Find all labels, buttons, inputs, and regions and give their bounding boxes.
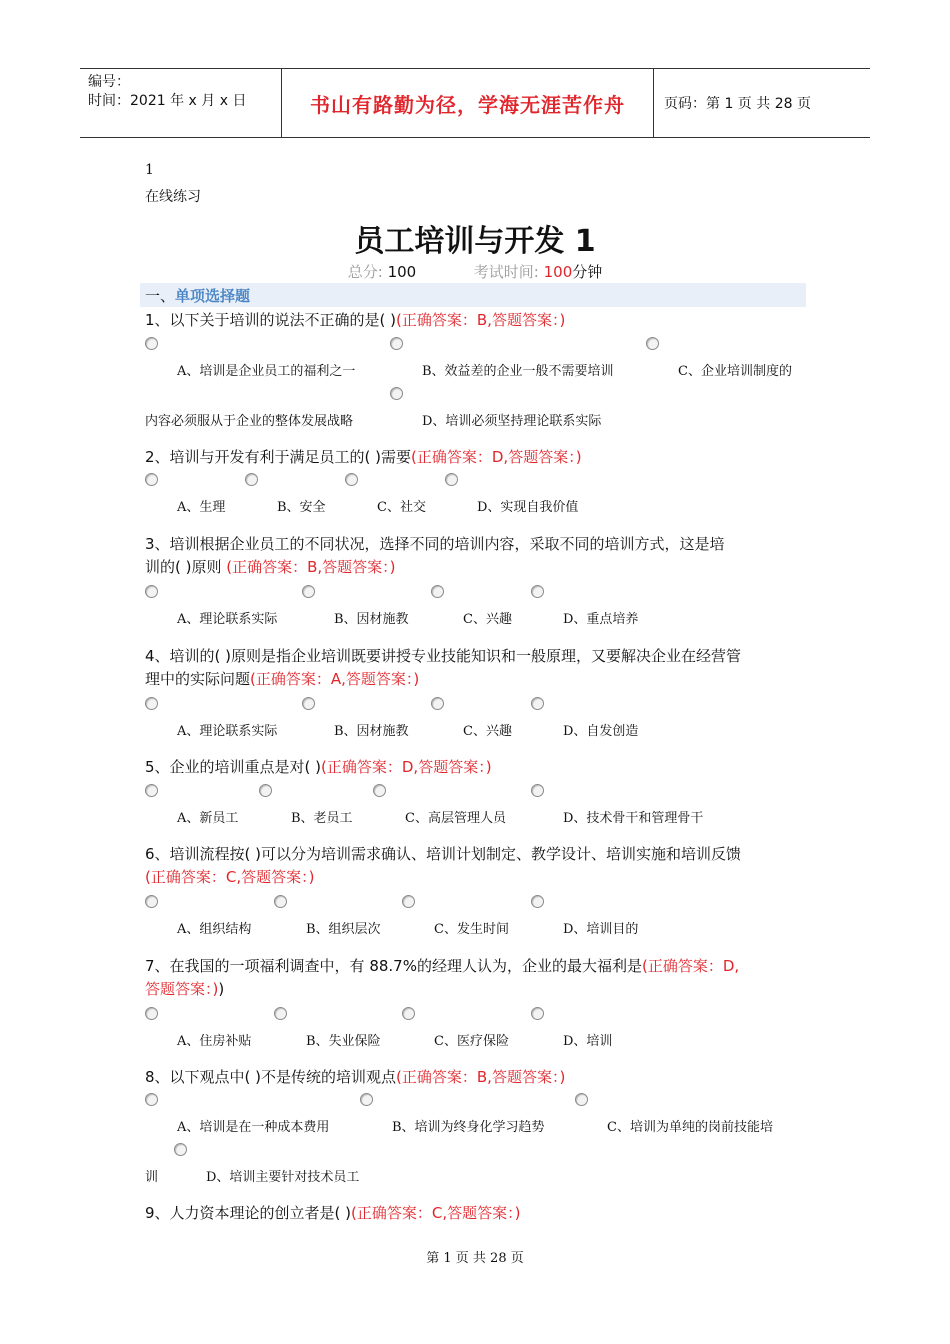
answer-key: (正确答案：A,答题答案：) xyxy=(250,670,420,688)
answer-key: (正确答案：B,答题答案：) xyxy=(226,558,396,576)
page-title: 员工培训与开发 1 xyxy=(354,224,596,259)
option-a: A、生理 xyxy=(177,500,226,515)
radio-option-a[interactable] xyxy=(145,895,158,908)
section-number: 一、 xyxy=(145,287,176,305)
option-b: B、失业保险 xyxy=(306,1034,381,1049)
answer-key-cont: 答题答案：) xyxy=(145,980,219,998)
radio-option-d[interactable] xyxy=(531,697,544,710)
score-value: 100 xyxy=(387,263,417,281)
option-c: C、发生时间 xyxy=(434,922,509,937)
option-b: B、因材施教 xyxy=(334,612,409,627)
radio-option-d[interactable] xyxy=(531,784,544,797)
option-c: C、高层管理人员 xyxy=(405,811,506,826)
page-label: 页码：第 1 页 共 28 页 xyxy=(664,96,811,112)
option-b: B、因材施教 xyxy=(334,724,409,739)
radio-option-a[interactable] xyxy=(145,697,158,710)
radio-option-c[interactable] xyxy=(646,337,659,350)
radio-option-b[interactable] xyxy=(302,697,315,710)
option-c-cont: 训 xyxy=(145,1170,159,1185)
page-header xyxy=(80,68,870,138)
option-a: A、组织结构 xyxy=(177,922,252,937)
option-d: D、自发创造 xyxy=(563,724,639,739)
radio-option-d[interactable] xyxy=(531,585,544,598)
option-c: C、培训为单纯的岗前技能培 xyxy=(607,1120,773,1135)
time-unit: 分钟 xyxy=(572,263,603,281)
question-7: 7、在我国的一项福利调查中，有 88.7%的经理人认为，企业的最大福利是(正确答案：D, 答题答案：)) xyxy=(145,957,740,998)
radio-option-c[interactable] xyxy=(402,1007,415,1020)
radio-option-a[interactable] xyxy=(145,337,158,350)
radio-option-d[interactable] xyxy=(390,387,403,400)
option-d: D、培训必须坚持理论联系实际 xyxy=(422,414,602,429)
exam-meta xyxy=(0,261,950,282)
option-c: C、医疗保险 xyxy=(434,1034,509,1049)
header-motto-cell xyxy=(282,69,654,137)
radio-option-c[interactable] xyxy=(431,697,444,710)
question-text-cont: 训的( )原则 xyxy=(145,558,227,576)
option-b: B、培训为终身化学习趋势 xyxy=(392,1120,545,1135)
option-c: C、企业培训制度的 xyxy=(678,364,792,379)
question-text: 3、培训根据企业员工的不同状况，选择不同的培训内容，采取不同的培训方式，这是培 xyxy=(145,535,725,553)
radio-option-c[interactable] xyxy=(373,784,386,797)
radio-option-b[interactable] xyxy=(302,585,315,598)
question-text: 6、培训流程按( )可以分为培训需求确认、培训计划制定、教学设计、培训实施和培训反馈 xyxy=(145,845,742,863)
question-text-cont: 理中的实际问题 xyxy=(145,670,251,688)
option-a: A、培训是在一种成本费用 xyxy=(177,1120,330,1135)
radio-option-a[interactable] xyxy=(145,1093,158,1106)
option-b: B、组织层次 xyxy=(306,922,381,937)
radio-option-c[interactable] xyxy=(345,473,358,486)
answer-key: (正确答案：D,答题答案：) xyxy=(411,448,582,466)
answer-key: (正确答案：B,答题答案：) xyxy=(396,311,566,329)
option-c-cont: 内容必须服从于企业的整体发展战略 xyxy=(145,414,354,429)
question-8 xyxy=(145,1066,810,1089)
question-5 xyxy=(145,756,810,779)
question-text: 4、培训的( )原则是指企业培训既要讲授专业技能知识和一般原理，又要解决企业在经营管 xyxy=(145,647,742,665)
question-text: 1、以下关于培训的说法不正确的是( ) xyxy=(145,311,397,329)
radio-option-d[interactable] xyxy=(445,473,458,486)
option-d: D、培训 xyxy=(563,1034,613,1049)
doc-number: 1 xyxy=(145,162,154,178)
time-label: 考试时间: xyxy=(473,263,539,281)
radio-option-d[interactable] xyxy=(174,1143,187,1156)
option-d: D、技术骨干和管理骨干 xyxy=(563,811,704,826)
question-text: 8、以下观点中( )不是传统的培训观点 xyxy=(145,1068,397,1086)
question-1 xyxy=(145,309,810,332)
radio-option-a[interactable] xyxy=(145,1007,158,1020)
time-label: 时间：2021 年 x 月 x 日 xyxy=(88,93,247,109)
answer-key: (正确答案：D,答题答案：) xyxy=(321,758,492,776)
option-c: C、兴趣 xyxy=(463,724,512,739)
answer-key: (正确答案：C,答题答案：) xyxy=(145,868,315,886)
question-4 xyxy=(145,645,810,691)
radio-option-d[interactable] xyxy=(531,1007,544,1020)
option-d: D、培训目的 xyxy=(563,922,639,937)
question-text: 5、企业的培训重点是对( ) xyxy=(145,758,322,776)
section-title: 单项选择题 xyxy=(175,287,251,305)
answer-key: (正确答案：C,答题答案：) xyxy=(351,1204,521,1222)
radio-option-b[interactable] xyxy=(360,1093,373,1106)
doc-subtitle: 在线练习 xyxy=(145,189,201,205)
header-motto: 书山有路勤为径，学海无涯苦作舟 xyxy=(310,92,625,117)
question-3 xyxy=(145,533,810,579)
number-label: 编号： xyxy=(88,74,130,90)
option-a: A、理论联系实际 xyxy=(177,612,278,627)
option-d: D、实现自我价值 xyxy=(477,500,579,515)
question-6 xyxy=(145,843,810,889)
radio-option-b[interactable] xyxy=(274,1007,287,1020)
option-a: A、理论联系实际 xyxy=(177,724,278,739)
option-a: A、新员工 xyxy=(177,811,239,826)
radio-option-b[interactable] xyxy=(390,337,403,350)
radio-option-a[interactable] xyxy=(145,784,158,797)
radio-option-b[interactable] xyxy=(259,784,272,797)
radio-option-a[interactable] xyxy=(145,585,158,598)
question-2 xyxy=(145,446,810,469)
option-c: C、社交 xyxy=(377,500,426,515)
radio-option-c[interactable] xyxy=(431,585,444,598)
option-a: A、住房补贴 xyxy=(177,1034,252,1049)
option-d: D、重点培养 xyxy=(563,612,639,627)
page-footer: 第 1 页 共 28 页 xyxy=(426,1251,524,1266)
radio-option-d[interactable] xyxy=(531,895,544,908)
radio-option-b[interactable] xyxy=(274,895,287,908)
question-9 xyxy=(145,1202,810,1225)
question-text: 7、在我国的一项福利调查中，有 88.7%的经理人认为，企业的最大福利是 xyxy=(145,957,642,975)
answer-key: (正确答案：B,答题答案：) xyxy=(396,1068,566,1086)
option-d: D、培训主要针对技术员工 xyxy=(206,1170,360,1185)
option-b: B、安全 xyxy=(277,500,326,515)
option-b: B、老员工 xyxy=(291,811,353,826)
answer-key: (正确答案：D, xyxy=(641,957,740,975)
radio-option-c[interactable] xyxy=(402,895,415,908)
section-heading xyxy=(145,285,250,306)
question-text: 9、人力资本理论的创立者是( ) xyxy=(145,1204,352,1222)
score-label: 总分: xyxy=(347,263,383,281)
header-info xyxy=(80,69,282,137)
option-b: B、效益差的企业一般不需要培训 xyxy=(422,364,614,379)
radio-option-b[interactable] xyxy=(245,473,258,486)
option-c: C、兴趣 xyxy=(463,612,512,627)
option-a: A、培训是企业员工的福利之一 xyxy=(177,364,356,379)
time-value: 100 xyxy=(543,263,573,281)
radio-option-a[interactable] xyxy=(145,473,158,486)
question-text: 2、培训与开发有利于满足员工的( )需要 xyxy=(145,448,412,466)
radio-option-c[interactable] xyxy=(575,1093,588,1106)
